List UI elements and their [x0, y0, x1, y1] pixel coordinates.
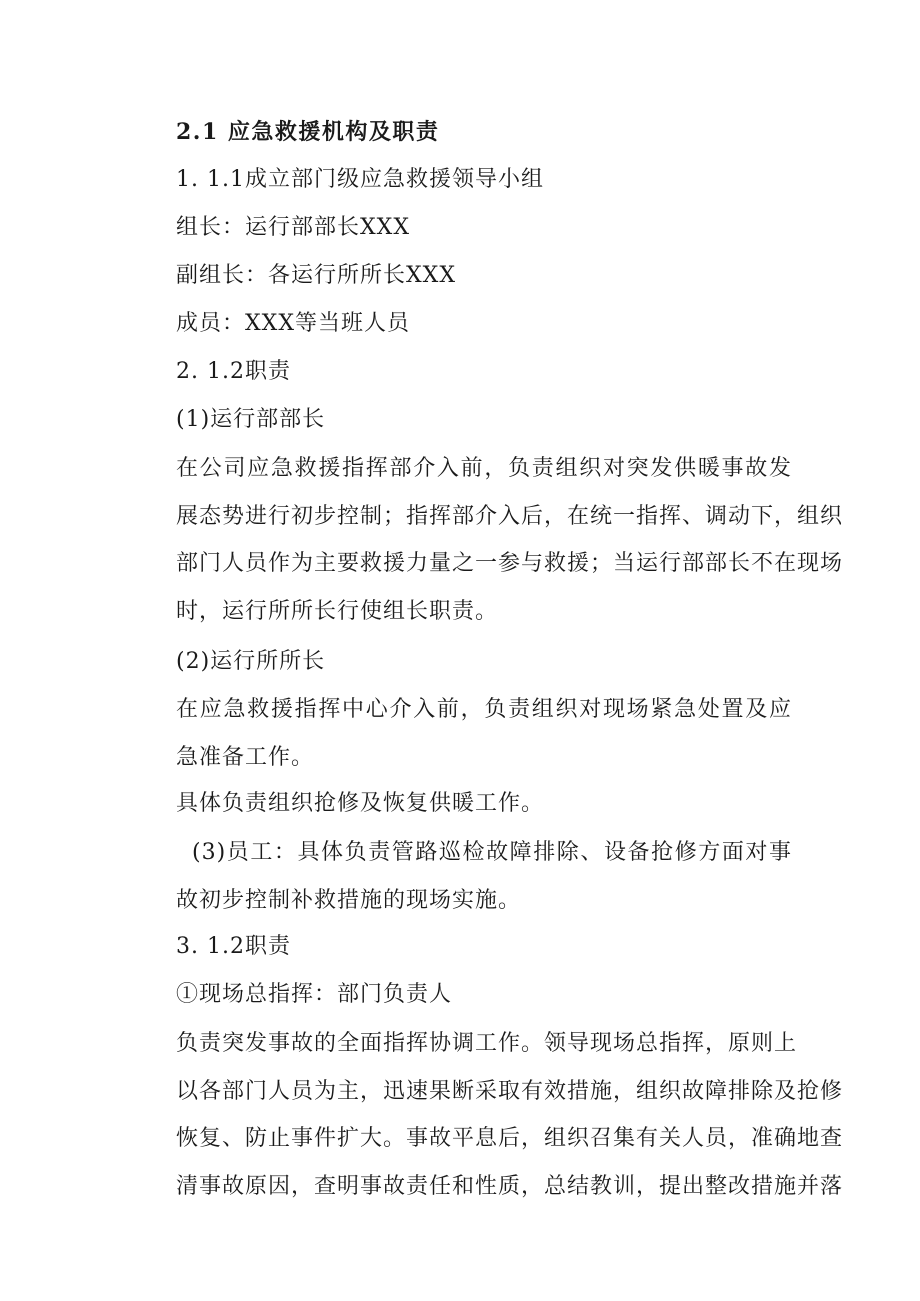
leader-line: 组长：运行部部长XXX [176, 215, 410, 240]
members-line: 成员：XXX等当班人员 [176, 311, 410, 336]
paragraph-line: 清事故原因，查明事故责任和性质，总结教训，提出整改措施并落 [176, 1173, 844, 1199]
subsection-heading-2-1-2: 2. 1.2职责 [176, 359, 291, 384]
paragraph-line: 以各部门人员为主，迅速果断采取有效措施，组织故障排除及抢修 [176, 1078, 844, 1104]
paragraph-line: 急准备工作。 [176, 744, 315, 770]
item-2-title: (2)运行所所长 [176, 649, 326, 674]
paragraph-line: 恢复、防止事件扩大。事故平息后，组织召集有关人员，准确地查 [176, 1126, 844, 1151]
deputy-leader-line: 副组长：各运行所所长XXX [176, 263, 456, 288]
item-1-paragraph [176, 445, 844, 635]
paragraph-line: 时，运行所所长行使组长职责。 [176, 598, 499, 624]
section-heading: 2.1 应急救援机构及职责 [176, 119, 440, 145]
paragraph-line: 负责突发事故的全面指挥协调工作。领导现场总指挥，原则上 [176, 1031, 798, 1056]
item-3-paragraph [176, 829, 792, 924]
commander-paragraph [176, 1020, 844, 1210]
subsection-heading-1-1-1: 1. 1.1成立部门级应急救援领导小组 [176, 167, 544, 192]
paragraph-line: 展态势进行初步控制；指挥部介入后，在统一指挥、调动下，组织 [176, 503, 844, 529]
paragraph-line: 故初步控制补救措施的现场实施。 [176, 887, 522, 913]
paragraph-line: (3)员工：具体负责管路巡检故障排除、设备抢修方面对事 [192, 840, 792, 865]
commander-title: ①现场总指挥：部门负责人 [176, 982, 453, 1007]
subsection-heading-3-1-2: 3. 1.2职责 [176, 934, 291, 959]
item-2-paragraph [176, 686, 792, 781]
item-2-extra-line: 具体负责组织抢修及恢复供暖工作。 [176, 791, 545, 816]
paragraph-line: 部门人员作为主要救援力量之一参与救援；当运行部部长不在现场 [176, 551, 844, 576]
item-1-title: (1)运行部部长 [176, 407, 326, 432]
paragraph-line: 在公司应急救援指挥部介入前，负责组织对突发供暖事故发 [176, 456, 792, 481]
paragraph-line: 在应急救援指挥中心介入前，负责组织对现场紧急处置及应 [176, 697, 792, 722]
